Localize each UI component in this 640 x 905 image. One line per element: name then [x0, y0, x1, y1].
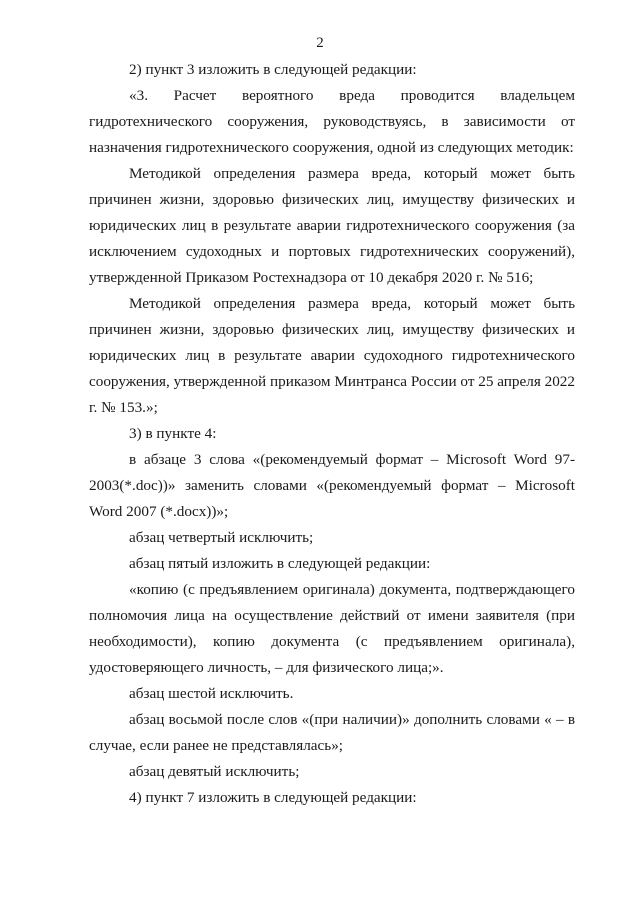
paragraph-methodology-rostekhnadzor: Методикой определения размера вреда, который может быть причинен жизни, здоровью физических лиц, имуществу физических и юридических лиц в результате аварии гидротехнического сооружения (за исключением судоходных и портовых гидротехнических сооружений), утвержденной Приказом Ростехнадзора от 10 декабря 2020 г. № 516;	[89, 165, 575, 286]
page-number: 2	[316, 35, 324, 51]
paragraph-abzac-6: абзац шестой исключить.	[129, 685, 294, 702]
paragraph-abzac-3: в абзаце 3 слова «(рекомендуемый формат – Microsoft Word 97-2003(*.doc))» заменить словами «(рекомендуемый формат – Microsoft Word 2007 (*.docx))»;	[89, 451, 575, 520]
paragraph-abzac-5-text: «копию (с предъявлением оригинала) документа, подтверждающего полномочия лица на осуществление действий от имени заявителя (при необходимости), копию документа (с предъявлением оригинала), удостоверяющего личность, – для физического лица;».	[89, 581, 575, 676]
paragraph-methodology-mintrans: Методикой определения размера вреда, который может быть причинен жизни, здоровью физических лиц, имуществу физических и юридических лиц в результате аварии судоходного гидротехнического сооружения, утвержденной приказом Минтранса России от 25 апреля 2022 г. № 153.»;	[89, 295, 575, 416]
paragraph-item-3-header: 2) пункт 3 изложить в следующей редакции:	[129, 61, 417, 78]
paragraph-abzac-5-header: абзац пятый изложить в следующей редакции:	[129, 555, 431, 572]
paragraph-abzac-8: абзац восьмой после слов «(при наличии)» дополнить словами « – в случае, если ранее не представлялась»;	[89, 711, 575, 754]
paragraph-abzac-4: абзац четвертый исключить;	[129, 529, 314, 546]
paragraph-abzac-9: абзац девятый исключить;	[129, 763, 300, 780]
document-body	[89, 57, 575, 811]
paragraph-item-4-header: 3) в пункте 4:	[129, 425, 217, 442]
paragraph-item-3-text: «3. Расчет вероятного вреда проводится владельцем гидротехнического сооружения, руководствуясь, в зависимости от назначения гидротехнического сооружения, одной из следующих методик:	[89, 87, 575, 156]
paragraph-item-7-header: 4) пункт 7 изложить в следующей редакции:	[129, 789, 417, 806]
